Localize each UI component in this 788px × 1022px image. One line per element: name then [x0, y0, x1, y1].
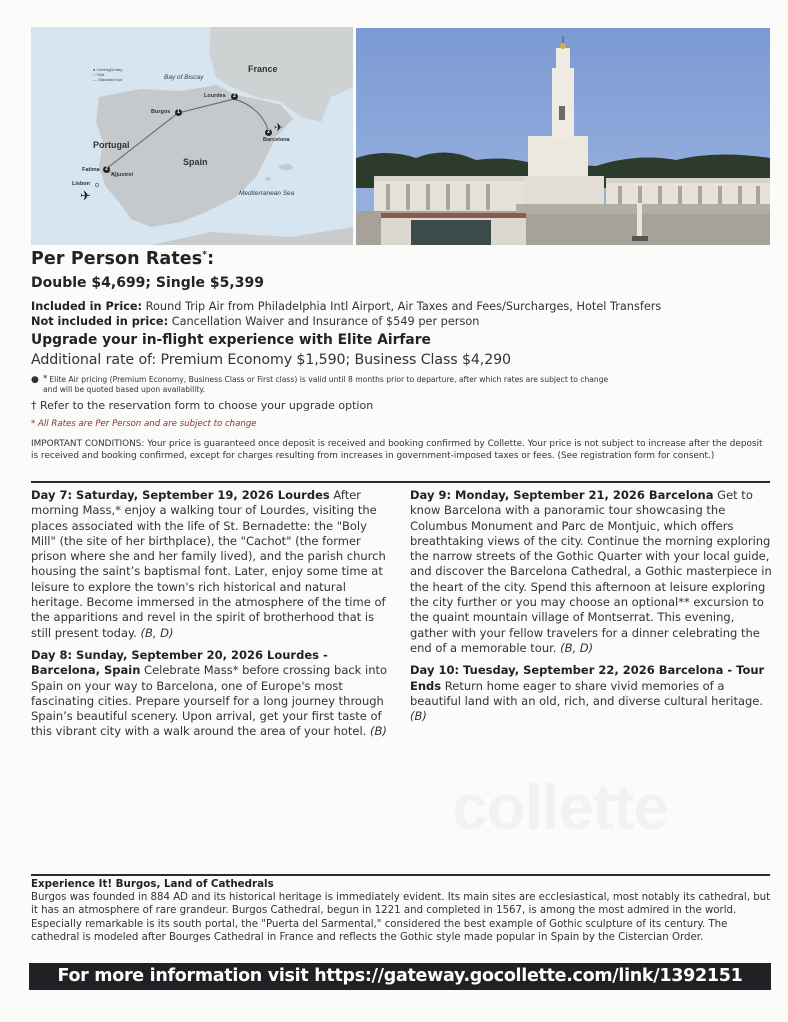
not-included-value: Cancellation Waiver and Insurance of $549 per person	[168, 315, 480, 328]
important-conditions: IMPORTANT CONDITIONS: Your price is guaranteed once deposit is received and booking confirmed by Collette. Your price is not subject to increase after the deposit is received and booking confirmed, except for charges resulting from increases in government-imposed taxes or fees. (See registration form for consent.)	[31, 439, 763, 461]
more-info-banner[interactable]	[29, 963, 771, 990]
legend-visit: ○ Visit	[93, 72, 105, 77]
legend-overnight: ● Overnight stay	[93, 67, 123, 72]
map-city-lourdes: Lourdes	[204, 93, 226, 99]
day-heading: Day 9: Monday, September 21, 2026 Barcelona	[410, 488, 714, 502]
divider-experience	[31, 874, 770, 876]
day-text: Return home eager to share vivid memories of a beautiful land with an old, rich, and diverse cultural heritage.	[410, 678, 764, 708]
day-heading: Day 8: Sunday, September 20, 2026 Lourdes - Barcelona, Spain	[31, 647, 328, 678]
day-meals: (B)	[369, 724, 387, 739]
map-label-bay-of-biscay: Bay of Biscay	[164, 74, 204, 81]
day-text: Celebrate Mass* before crossing back into Spain on your way to Barcelona, one of Europe's most fascinating cities. Prepare yourself for a long journey through Spain’s beautiful scenery. Upon arrival, get your first taste of this vibrant city with a walk around the area of your hotel.	[31, 663, 388, 739]
map-label-mediterranean: Mediterranean Sea	[239, 190, 295, 197]
experience-title: Experience It! Burgos, Land of Cathedrals	[31, 878, 274, 890]
more-info-link[interactable]: For more information visit https://gateway.gocollette.com/link/1392151	[57, 966, 743, 986]
rates-title-asterisk: *	[202, 250, 208, 261]
itinerary-day-9	[410, 488, 772, 656]
map-city-fatima: Fatima	[82, 167, 100, 173]
fatima-sanctuary-photo	[356, 28, 770, 245]
all-rates-note: * All Rates are Per Person and are subject to change	[31, 419, 257, 429]
bullet-icon: ●	[31, 375, 39, 385]
map-city-aljustrel: Aljustrel	[111, 172, 134, 178]
map-graphic	[31, 27, 353, 245]
map-label-france: France	[248, 64, 278, 74]
itinerary-day-7	[31, 488, 391, 641]
day-meals: (B, D)	[140, 625, 174, 640]
upgrade-rate: Additional rate of: Premium Economy $1,590; Business Class $4,290	[31, 352, 511, 368]
day-heading: Day 10: Tuesday, September 22, 2026 Barcelona - Tour Ends	[410, 663, 765, 693]
not-included-label: Not included in price:	[31, 315, 169, 328]
rates-title: Per Person Rates*:	[31, 249, 215, 269]
map-city-burgos: Burgos	[151, 109, 171, 115]
map-city-barcelona: Barcelona	[263, 137, 290, 143]
map-label-portugal: Portugal	[93, 140, 130, 150]
airplane-icon-lisbon: ✈	[80, 189, 91, 204]
day-heading: Day 7: Saturday, September 19, 2026 Lourdes	[31, 488, 330, 502]
itinerary-day-8	[31, 648, 391, 740]
elite-air-note: ● * Elite Air pricing (Premium Economy, Business Class or First class) is valid until 8 months prior to departure, after which rates are subject to change and will be quoted based upon availability.	[31, 374, 609, 394]
day-text: After morning Mass,* enjoy a walking tour of Lourdes, visiting the places associated with the life of St. Bernadette: the "Boly Mill" (the site of her birthplace), the "Cachot" (the former prison where she and her family lived), and the parish church housing the saint’s baptismal font. Later, enjoy some time at leisure to explore the town's rich historical and natural heritage. Become immersed in the atmosphere of the time of the apparitions and revel in the spirit of brotherhood that is still present today.	[31, 488, 386, 640]
itinerary-column-right	[410, 488, 772, 731]
legend-standard-tour: — Standard tour	[93, 77, 123, 82]
day-meals: (B)	[410, 709, 427, 724]
map-label-spain: Spain	[183, 157, 208, 167]
itinerary-column-left	[31, 488, 391, 747]
stop-marker-burgos: 1	[175, 109, 182, 116]
asterisk-mark: *	[42, 374, 48, 384]
itinerary-day-10	[410, 663, 772, 724]
stop-marker-barcelona: 2	[265, 129, 272, 136]
stop-marker-fatima: 2	[103, 166, 110, 173]
map-legend	[93, 67, 122, 82]
day-meals: (B, D)	[560, 640, 594, 655]
collette-watermark: collette	[452, 771, 669, 843]
visit-marker-lisbon	[95, 183, 99, 187]
dagger-note: † Refer to the reservation form to choose your upgrade option	[31, 399, 374, 412]
stop-marker-lourdes: 2	[231, 93, 238, 100]
divider-top	[31, 481, 770, 483]
upgrade-title: Upgrade your in-flight experience with Elite Airfare	[31, 332, 431, 348]
day-text: Get to know Barcelona with a panoramic tour showcasing the Columbus Monument and Parc de Montjuic, which offers breathtaking views of the city. Continue the morning exploring the narrow streets of the Gothic Quarter with your local guide, and discover the Barcelona Cathedral, a Gothic masterpiece in the heart of the city. Spend this afternoon at leisure exploring the city further or you may choose an optional** excursion to the quaint mountain village of Montserrat. This evening, gather with your fellow travelers for a dinner celebrating the end of a memorable tour.	[410, 488, 772, 655]
included-value: Round Trip Air from Philadelphia Intl Airport, Air Taxes and Fees/Surcharges, Hotel Transfers	[142, 300, 662, 313]
route-map	[31, 27, 353, 245]
rates-prices: Double $4,699; Single $5,399	[31, 275, 264, 291]
photo-graphic	[356, 28, 770, 245]
included-in-price	[31, 300, 661, 313]
not-included-in-price	[31, 315, 479, 328]
experience-body: Burgos was founded in 884 AD and its historical heritage is immediately evident. Its main sites are ecclesiastical, most notably its cathedral, but it has an atmosphere of rare grandeur. Burgos Cathedral, begun in 1221 and completed in 1567, is among the most admired in the world. Especially remarkable is its south portal, the "Puerta del Sarmental," considered the best example of Gothic sculpture of its century. The cathedral is modeled after Bourges Cathedral in France and reflects the Gothic style made popular in Spain by the Cistercian Order.	[31, 892, 771, 943]
included-label: Included in Price:	[31, 300, 143, 313]
airplane-icon-barcelona: ✈	[274, 121, 284, 134]
map-city-lisbon: Lisbon	[72, 181, 91, 187]
